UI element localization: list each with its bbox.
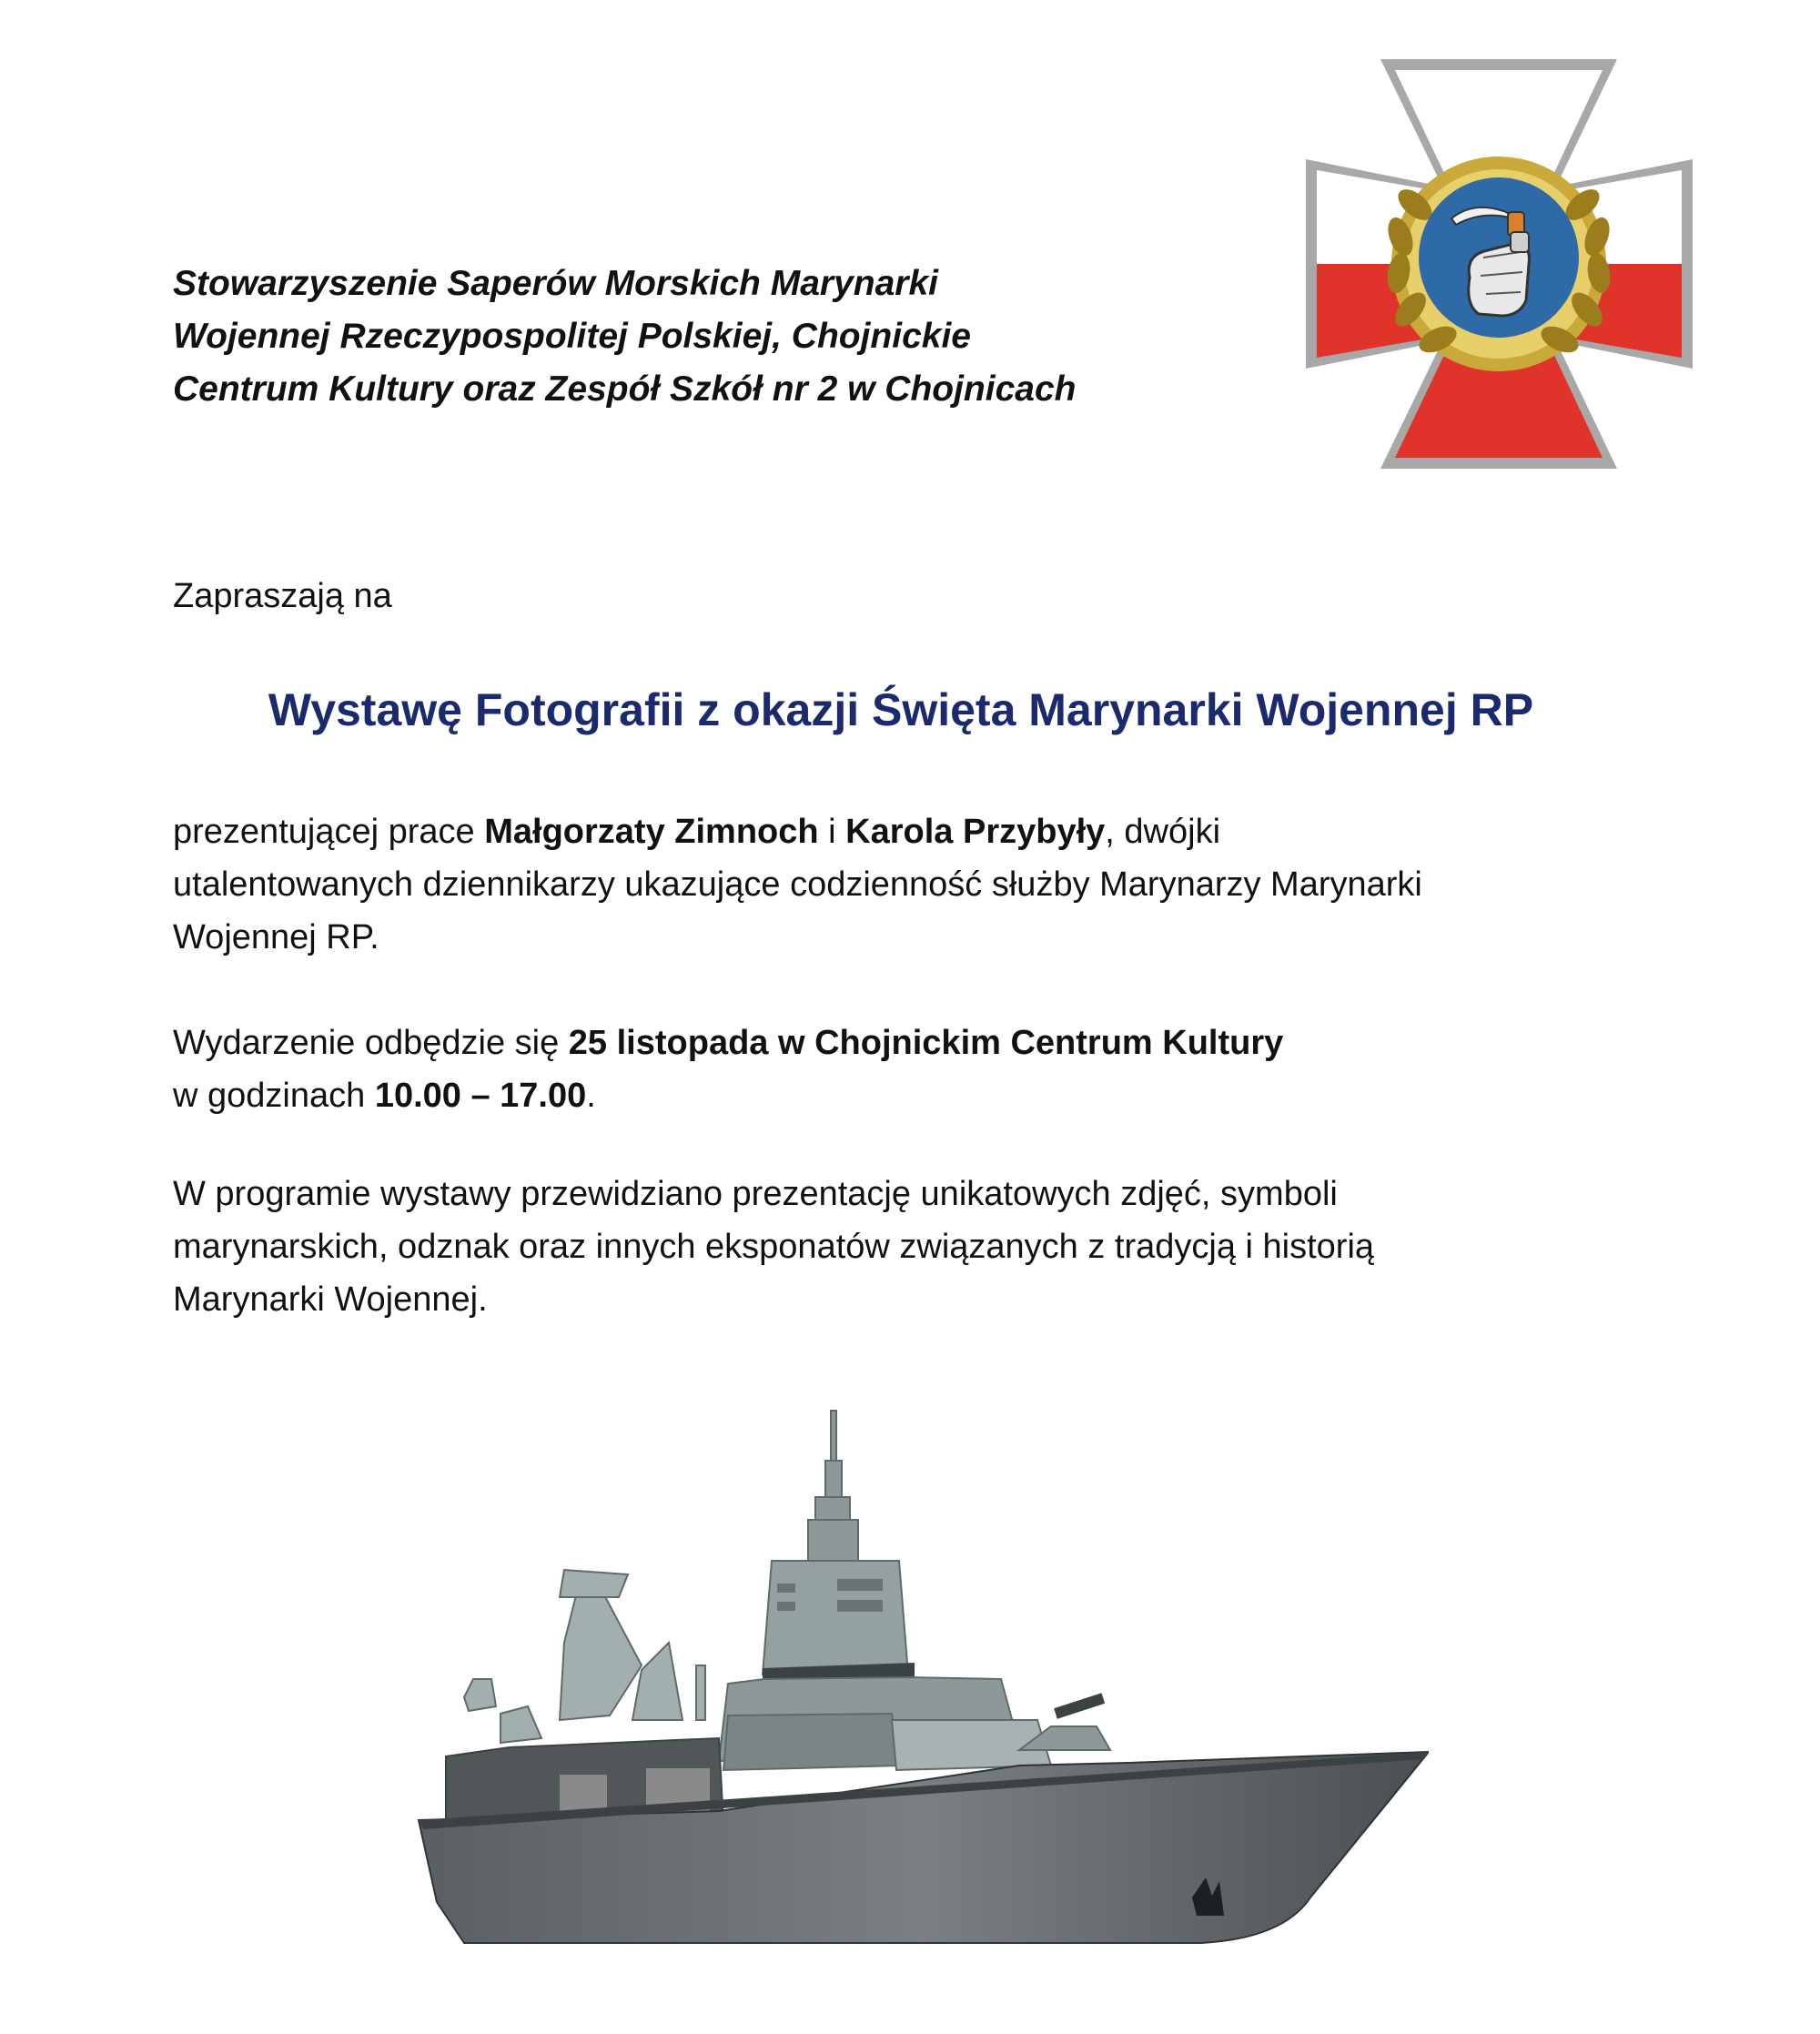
text-span: , dwójki — [1105, 813, 1221, 851]
paragraph-line — [173, 1017, 1665, 1069]
ship-mast — [808, 1411, 858, 1565]
organizers-line: Centrum Kultury oraz Zespół Szkół nr 2 w Chojnicach — [173, 369, 1077, 409]
description-paragraph — [173, 805, 1665, 964]
text-span: w godzinach — [173, 1077, 375, 1115]
organizers-line: Stowarzyszenie Saperów Morskich Marynarki — [173, 264, 938, 303]
event-date-place: 25 listopada w Chojnickim Centrum Kultury — [568, 1024, 1284, 1062]
warship-illustration-icon — [382, 1406, 1429, 1988]
author-name: Karola Przybyły — [845, 813, 1106, 851]
text-span: . — [586, 1077, 596, 1115]
text-span: Wydarzenie odbędzie się — [173, 1024, 569, 1062]
exhibition-title: Wystawę Fotografii z okazji Święta Marynarki Wojennej RP — [268, 684, 1534, 735]
paragraph-line: W programie wystawy przewidziano prezentację unikatowych zdjęć, symboli — [173, 1175, 1338, 1213]
invite-text: Zapraszają na — [173, 577, 392, 615]
paragraph-line: utalentowanych dziennikarzy ukazujące codzienność służby Marynarzy Marynarki — [173, 865, 1422, 904]
program-paragraph — [173, 1168, 1665, 1326]
paragraph-line — [173, 1069, 1665, 1122]
naval-sappers-cross-emblem-icon — [1279, 50, 1720, 478]
paragraph-line — [173, 805, 1665, 858]
organizers-heading — [173, 258, 1238, 416]
paragraph-line: marynarskich, odznak oraz innych eksponatów związanych z tradycją i historią — [173, 1228, 1375, 1266]
text-span: i — [818, 813, 846, 851]
author-name: Małgorzaty Zimnoch — [484, 813, 819, 851]
paragraph-line: Marynarki Wojennej. — [173, 1280, 488, 1319]
ship-tower — [763, 1561, 915, 1683]
organizers-line: Wojennej Rzeczypospolitej Polskiej, Chojnickie — [173, 317, 971, 356]
paragraph-line: Wojennej RP. — [173, 918, 379, 956]
event-hours: 10.00 – 17.00 — [374, 1077, 587, 1115]
text-span: prezentującej prace — [173, 813, 485, 851]
event-details-paragraph — [173, 1017, 1665, 1122]
